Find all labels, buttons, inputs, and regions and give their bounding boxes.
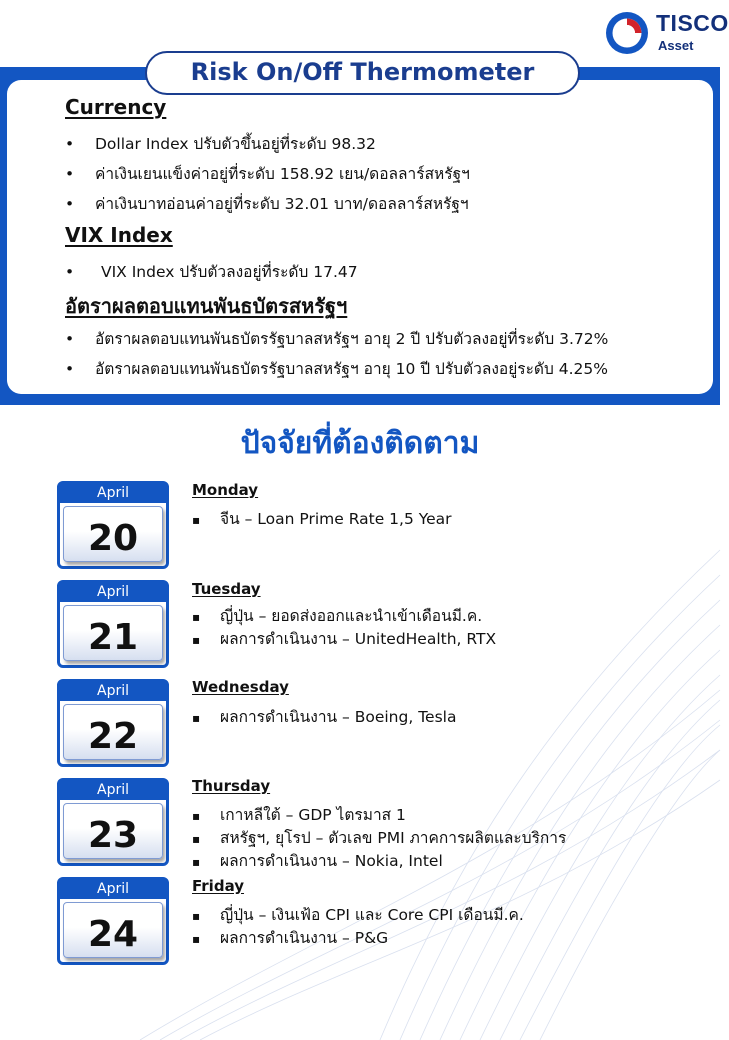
factors-title: ปัจจัยที่ต้องติดตาม <box>240 426 480 461</box>
calendar-date: 22 <box>87 716 139 757</box>
calendar-month: April <box>60 781 166 800</box>
square-bullet-icon: ▪ <box>192 809 201 823</box>
calendar-icon <box>57 778 169 866</box>
logo-subtitle: Asset <box>658 38 694 53</box>
calendar-month: April <box>60 484 166 503</box>
day-name: Wednesday <box>192 678 289 696</box>
calendar-month: April <box>60 583 166 602</box>
bullet-dot: • <box>65 165 75 183</box>
calendar-icon <box>57 877 169 965</box>
event-item: ▪ ญี่ปุ่น – ยอดส่งออกและนำเข้าเดือนมี.ค. <box>192 607 483 625</box>
bullet-dot: • <box>65 135 75 153</box>
calendar-icon <box>57 580 169 668</box>
bullet-item: • อัตราผลตอบแทนพันธบัตรรัฐบาลสหรัฐฯ อายุ 2 ปี ปรับตัวลงอยู่ที่ระดับ 3.72% <box>65 330 609 348</box>
section-heading-currency: Currency <box>65 95 167 119</box>
bullet-dot: • <box>65 195 75 213</box>
day-name: Thursday <box>192 777 271 795</box>
square-bullet-icon: ▪ <box>192 832 201 846</box>
event-item: ▪ สหรัฐฯ, ยุโรป – ตัวเลข PMI ภาคการผลิตและบริการ <box>192 829 567 847</box>
event-item: ▪ ญี่ปุ่น – เงินเฟ้อ CPI และ Core CPI เดือนมี.ค. <box>192 906 524 924</box>
event-item: ▪ จีน – Loan Prime Rate 1,5 Year <box>192 510 452 528</box>
calendar-month: April <box>60 682 166 701</box>
page-title: Risk On/Off Thermometer <box>190 58 535 86</box>
section-heading-vix: VIX Index <box>65 223 173 247</box>
calendar-date: 24 <box>87 914 139 955</box>
logo-wordmark: TISCO <box>656 10 729 36</box>
bullet-item: • อัตราผลตอบแทนพันธบัตรรัฐบาลสหรัฐฯ อายุ 10 ปี ปรับตัวลงอยู่ระดับ 4.25% <box>65 360 608 378</box>
bullet-dot: • <box>65 330 75 348</box>
bullet-item: • ค่าเงินบาทอ่อนค่าอยู่ที่ระดับ 32.01 บาท/ดอลลาร์สหรัฐฯ <box>65 195 469 213</box>
square-bullet-icon: ▪ <box>192 909 201 923</box>
bullet-item: • Dollar Index ปรับตัวขึ้นอยู่ที่ระดับ 98.32 <box>65 135 376 153</box>
square-bullet-icon: ▪ <box>192 633 201 647</box>
day-name: Monday <box>192 481 259 499</box>
event-item: ▪ เกาหลีใต้ – GDP ไตรมาส 1 <box>192 806 406 824</box>
bullet-item: • VIX Index ปรับตัวลงอยู่ที่ระดับ 17.47 <box>65 263 358 281</box>
section-heading-bond-yield: อัตราผลตอบแทนพันธบัตรสหรัฐฯ <box>65 294 348 318</box>
square-bullet-icon: ▪ <box>192 932 201 946</box>
square-bullet-icon: ▪ <box>192 855 201 869</box>
tisco-logo-mark-icon <box>604 10 650 56</box>
square-bullet-icon: ▪ <box>192 610 201 624</box>
tisco-logo <box>604 8 729 58</box>
calendar-date: 23 <box>87 815 139 856</box>
day-name: Tuesday <box>192 580 261 598</box>
calendar-icon <box>57 481 169 569</box>
calendar-date: 20 <box>87 518 139 559</box>
bullet-dot: • <box>65 360 75 378</box>
event-item: ▪ ผลการดำเนินงาน – P&G <box>192 929 389 947</box>
event-item: ▪ ผลการดำเนินงาน – UnitedHealth, RTX <box>192 630 497 648</box>
square-bullet-icon: ▪ <box>192 513 201 527</box>
bullet-item: • ค่าเงินเยนแข็งค่าอยู่ที่ระดับ 158.92 เยน/ดอลลาร์สหรัฐฯ <box>65 165 470 183</box>
square-bullet-icon: ▪ <box>192 711 201 725</box>
event-item: ▪ ผลการดำเนินงาน – Nokia, Intel <box>192 852 443 870</box>
calendar-date: 21 <box>87 617 139 658</box>
bullet-dot: • <box>65 263 75 281</box>
title-pill <box>145 51 580 95</box>
day-name: Friday <box>192 877 245 895</box>
calendar-month: April <box>60 880 166 899</box>
event-item: ▪ ผลการดำเนินงาน – Boeing, Tesla <box>192 708 457 726</box>
calendar-icon <box>57 679 169 767</box>
